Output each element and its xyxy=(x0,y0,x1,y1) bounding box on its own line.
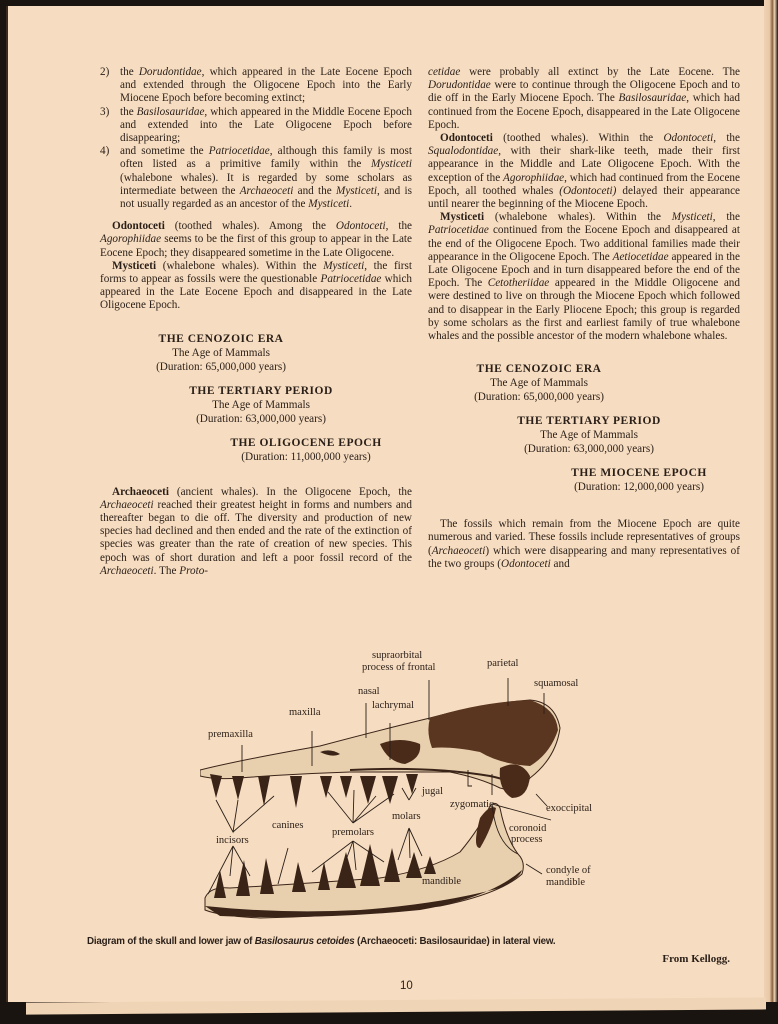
left-column xyxy=(100,66,412,578)
taxon-name: Mysticeti xyxy=(323,259,365,272)
label-jugal: jugal xyxy=(422,786,443,797)
label-nasal: nasal xyxy=(358,686,380,697)
term: Odontoceti xyxy=(440,132,493,145)
paragraph-archaeoceti xyxy=(100,486,412,578)
taxon-name: Proto- xyxy=(179,564,209,577)
text: the xyxy=(120,105,137,118)
term: Mysticeti xyxy=(112,259,157,272)
skull-diagram xyxy=(200,648,620,920)
caption-species: Basilosaurus cetoides xyxy=(254,936,355,947)
heading-tertiary-period xyxy=(110,384,412,426)
taxon-name: cetidae xyxy=(428,66,461,78)
label-process-of-frontal: process of frontal xyxy=(362,662,436,673)
text: and xyxy=(550,557,570,570)
taxon-name: Odontoceti xyxy=(501,557,551,570)
text: , which appeared in the Late Eocene Epoch and extended through the Oligocene Epoch into the Early Miocene Epoch before becoming extinct; xyxy=(120,66,413,105)
taxon-name: Mysticeti xyxy=(336,184,378,197)
taxon-name: Squalodontidae xyxy=(428,145,499,158)
taxon-name: Patriocetidae xyxy=(320,273,382,286)
heading-duration: (Duration: 63,000,000 years) xyxy=(524,443,654,456)
heading-subtitle: The Age of Mammals xyxy=(212,398,310,411)
label-canines: canines xyxy=(272,820,304,831)
label-exoccipital: exoccipital xyxy=(546,803,593,814)
text: (ancient whales). In the Oligocene Epoch, the xyxy=(168,485,412,498)
label-mandible: mandible xyxy=(422,876,462,887)
heading-title: THE TERTIARY PERIOD xyxy=(517,415,661,428)
label-parietal: parietal xyxy=(487,658,519,669)
taxon-name: Odontoceti xyxy=(663,132,714,145)
mandible-bone xyxy=(205,803,523,918)
taxon-name: Patriocetidae xyxy=(208,145,270,158)
text: . The xyxy=(153,564,180,577)
list-number: 3) xyxy=(100,105,110,118)
text: . xyxy=(349,198,353,211)
heading-tertiary-period xyxy=(438,414,740,456)
text: , and is not usually regarded as an ancestor of the xyxy=(120,184,412,211)
term: Odontoceti xyxy=(112,220,165,233)
taxon-name: Basilosauridae xyxy=(618,92,687,105)
taxon-name: Basilosauridae xyxy=(136,105,205,118)
heading-duration: (Duration: 65,000,000 years) xyxy=(474,391,604,404)
label-premolars: premolars xyxy=(332,827,374,838)
taxon-name: Odontoceti xyxy=(335,220,386,233)
taxon-name: (Odontoceti) xyxy=(559,184,617,197)
paragraph-continuation xyxy=(428,66,740,132)
heading-subtitle: The Age of Mammals xyxy=(172,346,270,359)
text: , the xyxy=(713,132,740,145)
list-item xyxy=(100,106,412,146)
taxon-name: Aetiocetidae xyxy=(612,250,669,263)
text: continued from the Eocene Epoch and disappeared at the end of the Oligocene Epoch. Two additional families made their appearance in the Oligocene Epoch. The xyxy=(428,224,740,263)
text: , the xyxy=(385,220,413,233)
heading-oligocene-epoch xyxy=(200,436,412,464)
text: appeared in the Middle Oligocene and were destined to live on through the Miocene Epoch which followed and to disappear in the Early Pliocene Epoch; this group is regarded by some scholars as the first and earliest family of true whalebone whales and the possible ancestor of the modern whalebone whales. xyxy=(428,277,740,343)
heading-duration: (Duration: 65,000,000 years) xyxy=(156,360,286,373)
text: , which had continued from the Eocene Epoch, all toothed whales xyxy=(428,171,740,197)
paragraph-odontoceti xyxy=(428,132,740,211)
text: were to continue through the Oligocene Epoch and to die off in the Early Miocene Epoch. The xyxy=(428,79,740,105)
text: and sometime the xyxy=(120,145,209,158)
label-lachrymal: lachrymal xyxy=(372,700,414,711)
heading-title: THE CENOZOIC ERA xyxy=(158,332,284,345)
text: which appeared in the Late Eocene Epoch and disappeared in the Late Oligocene Epoch. xyxy=(100,273,412,312)
text: (whalebone whales). Within the xyxy=(484,211,672,224)
label-maxilla: maxilla xyxy=(289,707,321,718)
list-item xyxy=(100,66,412,106)
paragraph-mysticeti xyxy=(100,260,412,313)
term: Archaeoceti xyxy=(112,485,169,498)
taxon-name: Archaeoceti xyxy=(431,544,486,557)
taxon-name: Mysticeti xyxy=(308,198,350,211)
heading-duration: (Duration: 12,000,000 years) xyxy=(574,481,704,494)
label-supraorbital: supraorbital xyxy=(372,650,423,661)
taxon-name: Archaeoceti xyxy=(100,498,154,511)
taxon-name: Agorophiidae xyxy=(503,171,565,184)
heading-duration: (Duration: 63,000,000 years) xyxy=(196,412,326,425)
paragraph-miocene xyxy=(428,518,740,571)
taxon-name: Dorudontidae xyxy=(428,79,491,92)
taxon-name: Patriocetidae xyxy=(428,224,489,237)
label-process: process xyxy=(511,834,543,845)
label-molars: molars xyxy=(392,811,421,822)
heading-title: THE CENOZOIC ERA xyxy=(476,363,602,376)
heading-miocene-epoch xyxy=(538,466,740,494)
label-condyle-of: condyle of xyxy=(546,865,591,876)
text: seems to be the first of this group to appear in the Late Eocene Epoch; they disappeared sometime in the Late Oligocene. xyxy=(100,233,412,259)
term: Mysticeti xyxy=(440,211,485,224)
label-coronoid: coronoid xyxy=(509,823,547,834)
heading-cenozoic-era xyxy=(428,362,650,404)
list-number: 4) xyxy=(100,145,110,158)
upper-teeth xyxy=(210,774,418,808)
text: The fossils which remain from the Miocene Epoch are quite numerous and varied. These fossils include representatives of groups ( xyxy=(428,518,740,557)
text: delayed their appearance until nearer the beginning of the Miocene Epoch. xyxy=(428,184,740,211)
taxon-name: Mysticeti xyxy=(671,211,713,224)
taxon-name: Cetotheriidae xyxy=(487,277,550,290)
text: , the xyxy=(712,211,740,224)
heading-title: THE TERTIARY PERIOD xyxy=(189,384,333,397)
heading-subtitle: The Age of Mammals xyxy=(490,377,588,390)
heading-title: THE MIOCENE EPOCH xyxy=(571,467,707,480)
text: , although this family is most often listed as a primitive family within the xyxy=(120,145,412,171)
text: , with their shark-like teeth, made their first appearance in the Middle and Late Oligocene Epoch. With the exception of the xyxy=(428,145,740,184)
text: , which had continued from the Eocene Epoch, disappeared in the Late Oligocene Epoch. xyxy=(428,92,740,131)
page-stack-edge xyxy=(764,0,778,1024)
heading-subtitle: The Age of Mammals xyxy=(540,429,638,442)
text: (whalebone whales). It is regarded by some scholars as intermediate between the xyxy=(120,171,412,197)
text: (whalebone whales). Within the xyxy=(156,259,324,272)
text: , which appeared in the Middle Eocene Epoch and extended into the Late Oligocene Epoch before disappearing; xyxy=(120,105,412,145)
right-column xyxy=(428,66,740,571)
taxon-name: Archaeoceti xyxy=(239,184,294,197)
list-number: 2) xyxy=(100,66,110,78)
text: and the xyxy=(293,184,336,197)
list-item xyxy=(100,145,412,211)
figure-caption xyxy=(87,936,555,947)
text: the xyxy=(120,66,139,78)
taxon-name: Dorudontidae xyxy=(138,66,202,78)
taxon-name: Archaeoceti xyxy=(100,564,154,577)
page-number: 10 xyxy=(400,980,413,992)
heading-duration: (Duration: 11,000,000 years) xyxy=(241,450,371,463)
label-premaxilla: premaxilla xyxy=(208,729,253,740)
text: (toothed whales). Within the xyxy=(492,132,664,145)
text: appeared in the Late Oligocene Epoch and in turn disappeared before the end of the Epoch. The xyxy=(428,250,740,290)
text: (toothed whales). Among the xyxy=(164,220,336,233)
label-condyle-mandible: mandible xyxy=(546,877,586,888)
taxon-name: Mysticeti xyxy=(370,158,412,171)
caption-text: (Archaeoceti: Basilosauridae) in lateral view. xyxy=(354,936,556,947)
taxon-name: Agorophiidae xyxy=(100,233,162,246)
text: , the first forms to appear as fossils were the questionable xyxy=(100,259,412,286)
caption-text: Diagram of the skull and lower jaw of xyxy=(87,936,255,947)
text: reached their greatest height in forms and numbers and thereafter began to die off. The diversity and production of new species had declined and then ended and the rate of the extinction of species was greater than the rate of creation of new species. This epoch was of short duration and left a poor fossil record of the xyxy=(100,498,412,564)
heading-title: THE OLIGOCENE EPOCH xyxy=(230,436,382,449)
label-zygomatic: zygomatic xyxy=(450,799,494,810)
heading-cenozoic-era xyxy=(100,332,342,374)
label-incisors: incisors xyxy=(216,835,249,846)
label-squamosal: squamosal xyxy=(534,678,579,689)
paragraph-mysticeti xyxy=(428,211,740,343)
paragraph-odontoceti xyxy=(100,220,412,260)
text: ) which were disappearing and many representatives of the two groups ( xyxy=(428,544,740,570)
text: were probably all extinct by the Late Eocene. The xyxy=(460,66,740,78)
figure-credit: From Kellogg. xyxy=(662,953,730,965)
